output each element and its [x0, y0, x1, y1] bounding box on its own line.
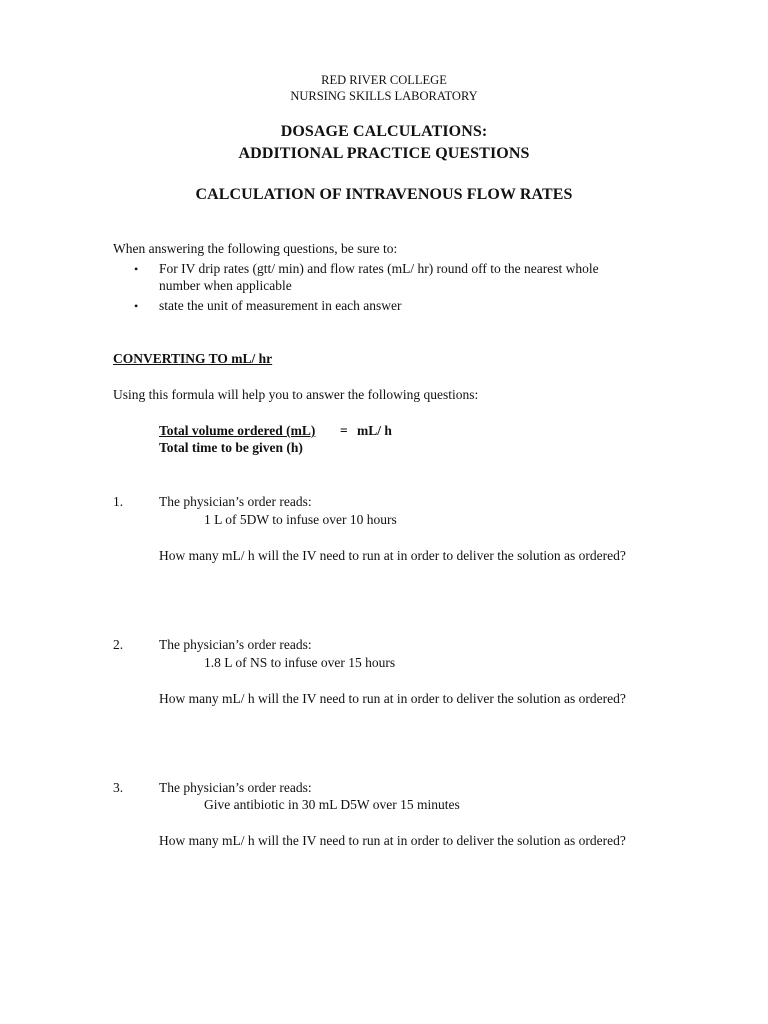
question-lead: The physician’s order reads:	[159, 780, 312, 795]
document-title-line1: DOSAGE CALCULATIONS:	[280, 123, 488, 140]
bullet-marker: •	[134, 262, 139, 276]
bullet-1-line2: number when applicable	[159, 278, 292, 293]
formula-denominator: Total time to be given (h)	[159, 440, 303, 455]
document-subtitle: CALCULATION OF INTRAVENOUS FLOW RATES	[195, 186, 573, 203]
instructions-lead: When answering the following questions, be sure to:	[113, 241, 398, 256]
document-title-line2: ADDITIONAL PRACTICE QUESTIONS	[238, 145, 530, 162]
question-order: Give antibiotic in 30 mL D5W over 15 minutes	[204, 797, 460, 812]
bullet-1-line1: For IV drip rates (gtt/ min) and flow rates (mL/ hr) round off to the nearest whole	[159, 261, 599, 276]
formula-result: mL/ h	[357, 423, 392, 438]
question-text: How many mL/ h will the IV need to run at in order to deliver the solution as ordered?	[159, 833, 626, 848]
formula-equals: =	[340, 423, 348, 438]
question-number: 2.	[113, 637, 124, 652]
question-lead: The physician’s order reads:	[159, 637, 312, 652]
college-name: RED RIVER COLLEGE	[321, 73, 447, 87]
question-order: 1.8 L of NS to infuse over 15 hours	[204, 655, 396, 670]
question-lead: The physician’s order reads:	[159, 494, 312, 509]
question-order: 1 L of 5DW to infuse over 10 hours	[204, 512, 397, 527]
question-number: 3.	[113, 780, 124, 795]
bullet-marker: •	[134, 299, 139, 313]
bullet-2-line1: state the unit of measurement in each answer	[159, 298, 402, 313]
section-heading: CONVERTING TO mL/ hr	[113, 351, 273, 366]
lab-name: NURSING SKILLS LABORATORY	[290, 89, 478, 103]
formula-numerator: Total volume ordered (mL)	[159, 423, 316, 438]
question-text: How many mL/ h will the IV need to run at in order to deliver the solution as ordered?	[159, 691, 626, 706]
question-number: 1.	[113, 494, 124, 509]
formula-intro: Using this formula will help you to answer the following questions:	[113, 387, 479, 402]
question-text: How many mL/ h will the IV need to run at in order to deliver the solution as ordered?	[159, 548, 626, 563]
